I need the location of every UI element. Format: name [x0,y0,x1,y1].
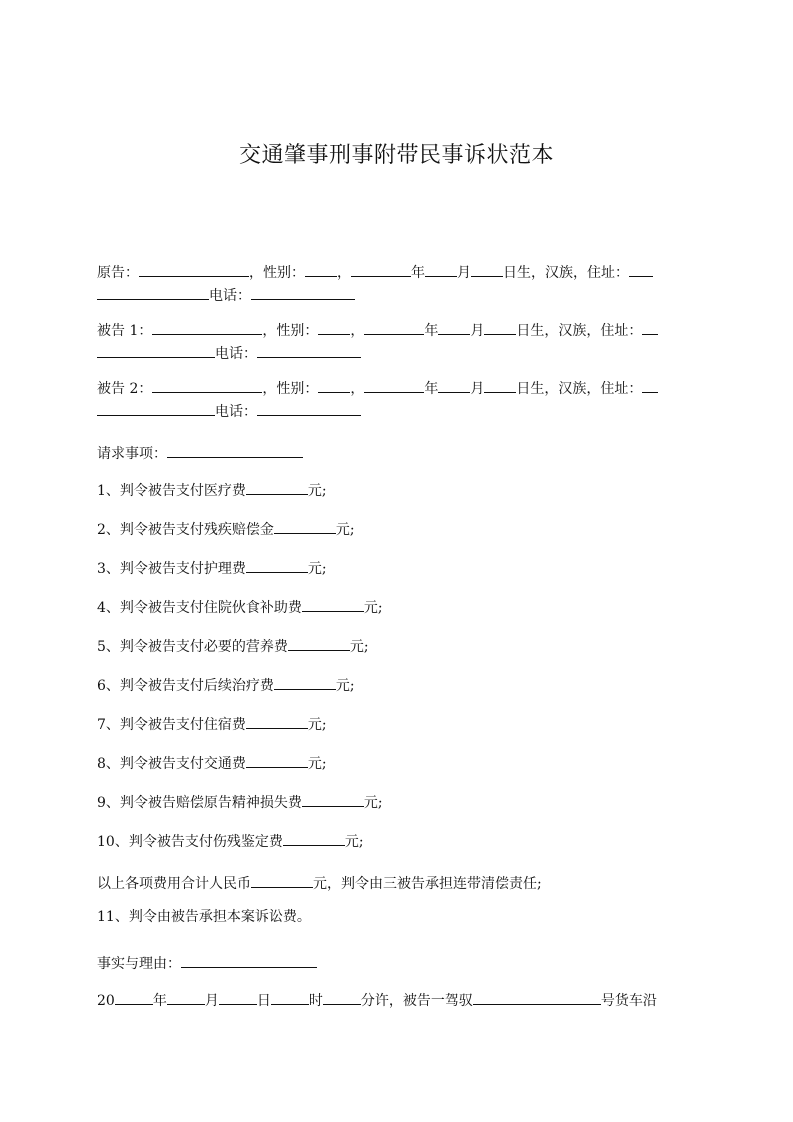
claim-item [97,519,355,539]
total-rest: 元，判令由三被告承担连带清偿责任; [313,876,542,892]
claim-amount-blank[interactable] [246,753,308,768]
facts-month-blank[interactable] [167,990,205,1005]
claim-unit: 元; [307,483,327,499]
claim-item [97,636,369,656]
claim-amount-blank[interactable] [274,519,336,534]
defendant2-name-blank[interactable] [152,378,262,393]
claim-text: 6、判令被告支付后续治疗费 [97,678,274,694]
defendant1-gender-blank[interactable] [318,320,350,335]
total-line [97,873,542,893]
claim-unit: 元; [344,834,364,850]
defendant1-line-2 [97,343,361,363]
claim-item [97,675,355,695]
total-text: 以上各项费用合计人民币 [97,876,251,892]
claim-amount-blank[interactable] [302,792,364,807]
defendant2-label: 被告 2： [97,381,153,397]
defendant1-line-1 [97,320,658,340]
facts-line [97,990,657,1010]
month-label: 月 [457,265,471,281]
plaintiff-gender-blank[interactable] [305,262,337,277]
defendant2-day-blank[interactable] [484,378,516,393]
plaintiff-month-blank[interactable] [425,262,457,277]
plaintiff-label: 原告： [97,265,139,281]
claim-text: 7、判令被告支付住宿费 [97,717,246,733]
defendant1-year-blank[interactable] [364,320,424,335]
claim-unit: 元; [363,795,383,811]
defendant1-name-blank[interactable] [152,320,262,335]
claim-unit: 元; [307,561,327,577]
comma: ， [337,265,351,281]
claim-item [97,558,327,578]
birth-address-label: 日生，汉族，住址： [516,323,643,339]
plaintiff-line-1 [97,262,653,282]
defendant1-phone-blank[interactable] [257,343,361,358]
plaintiff-address-blank[interactable] [629,262,653,277]
phone-label: 电话： [215,404,257,420]
year-label: 年 [152,993,167,1009]
claim-unit: 元; [307,756,327,772]
claim-amount-blank[interactable] [283,831,345,846]
month-label: 月 [470,323,485,339]
claim-item [97,753,327,773]
claim-unit: 元; [349,639,369,655]
plaintiff-year-blank[interactable] [351,262,411,277]
facts-day-blank[interactable] [219,990,257,1005]
claims-blank[interactable] [167,443,303,458]
plaintiff-day-blank[interactable] [471,262,503,277]
plaintiff-line-2 [97,285,355,305]
claim-unit: 元; [335,522,355,538]
facts-label: 事实与理由： [97,956,181,972]
claim-text: 4、判令被告支付住院伙食补助费 [97,600,302,616]
claim-amount-blank[interactable] [246,714,308,729]
defendant2-month-blank[interactable] [438,378,470,393]
claim-text: 3、判令被告支付护理费 [97,561,246,577]
month-label: 月 [204,993,219,1009]
year-label: 年 [424,381,439,397]
defendant1-address-blank[interactable] [642,320,658,335]
claim-item [97,792,383,812]
plaintiff-name-blank[interactable] [139,262,249,277]
gender-label: ，性别： [262,323,319,339]
birth-address-label: 日生，汉族，住址： [503,265,629,281]
phone-label: 电话： [215,346,257,362]
claims-heading-line [97,443,303,463]
claim-text: 2、判令被告支付残疾赔偿金 [97,522,274,538]
claim-item [97,831,364,851]
facts-year-blank[interactable] [115,990,153,1005]
claim-amount-blank[interactable] [246,480,308,495]
total-amount-blank[interactable] [251,873,313,888]
claim-amount-blank[interactable] [288,636,350,651]
defendant1-month-blank[interactable] [438,320,470,335]
claim-item [97,597,383,617]
facts-vehicle-blank[interactable] [473,990,601,1005]
claim-item [97,714,327,734]
year-prefix: 20 [97,993,115,1009]
month-label: 月 [470,381,485,397]
claim-unit: 元; [307,717,327,733]
defendant2-year-blank[interactable] [364,378,424,393]
day-label: 日 [256,993,271,1009]
defendant2-phone-blank[interactable] [257,401,361,416]
claim-item [97,480,327,500]
defendant2-address-blank[interactable] [642,378,658,393]
claim-11: 11、判令由被告承担本案诉讼费。 [97,909,311,925]
claim-unit: 元; [335,678,355,694]
facts-heading-line [97,953,317,973]
claim-text: 5、判令被告支付必要的营养费 [97,639,288,655]
gender-label: ，性别： [249,265,305,281]
claim-text: 8、判令被告支付交通费 [97,756,246,772]
defendant1-label: 被告 1： [97,323,153,339]
defendant2-line-1 [97,378,658,398]
claim-amount-blank[interactable] [274,675,336,690]
comma: ， [350,323,365,339]
defendant2-gender-blank[interactable] [318,378,350,393]
plaintiff-phone-blank[interactable] [251,285,355,300]
facts-hour-blank[interactable] [271,990,309,1005]
birth-address-label: 日生，汉族，住址： [516,381,643,397]
facts-blank[interactable] [181,953,317,968]
defendant1-address-blank-2[interactable] [97,343,215,358]
defendant2-line-2 [97,401,361,421]
gender-label: ，性别： [262,381,319,397]
claim-amount-blank[interactable] [246,558,308,573]
claim-text: 10、判令被告支付伤残鉴定费 [97,834,283,850]
year-label: 年 [424,323,439,339]
claim-text: 1、判令被告支付医疗费 [97,483,246,499]
minute-label: 分许，被告一驾驭 [360,993,473,1009]
defendant2-address-blank-2[interactable] [97,401,215,416]
hour-label: 时 [308,993,323,1009]
phone-label: 电话： [209,288,251,304]
claim-text: 9、判令被告赔偿原告精神损失费 [97,795,302,811]
claim-amount-blank[interactable] [302,597,364,612]
claims-label: 请求事项： [97,446,167,462]
claim-unit: 元; [363,600,383,616]
document-title: 交通肇事刑事附带民事诉状范本 [238,143,554,168]
plaintiff-address-blank-2[interactable] [97,285,209,300]
year-label: 年 [411,265,425,281]
facts-minute-blank[interactable] [323,990,361,1005]
defendant1-day-blank[interactable] [484,320,516,335]
vehicle-suffix: 号货车沿 [600,993,657,1009]
comma: ， [350,381,365,397]
